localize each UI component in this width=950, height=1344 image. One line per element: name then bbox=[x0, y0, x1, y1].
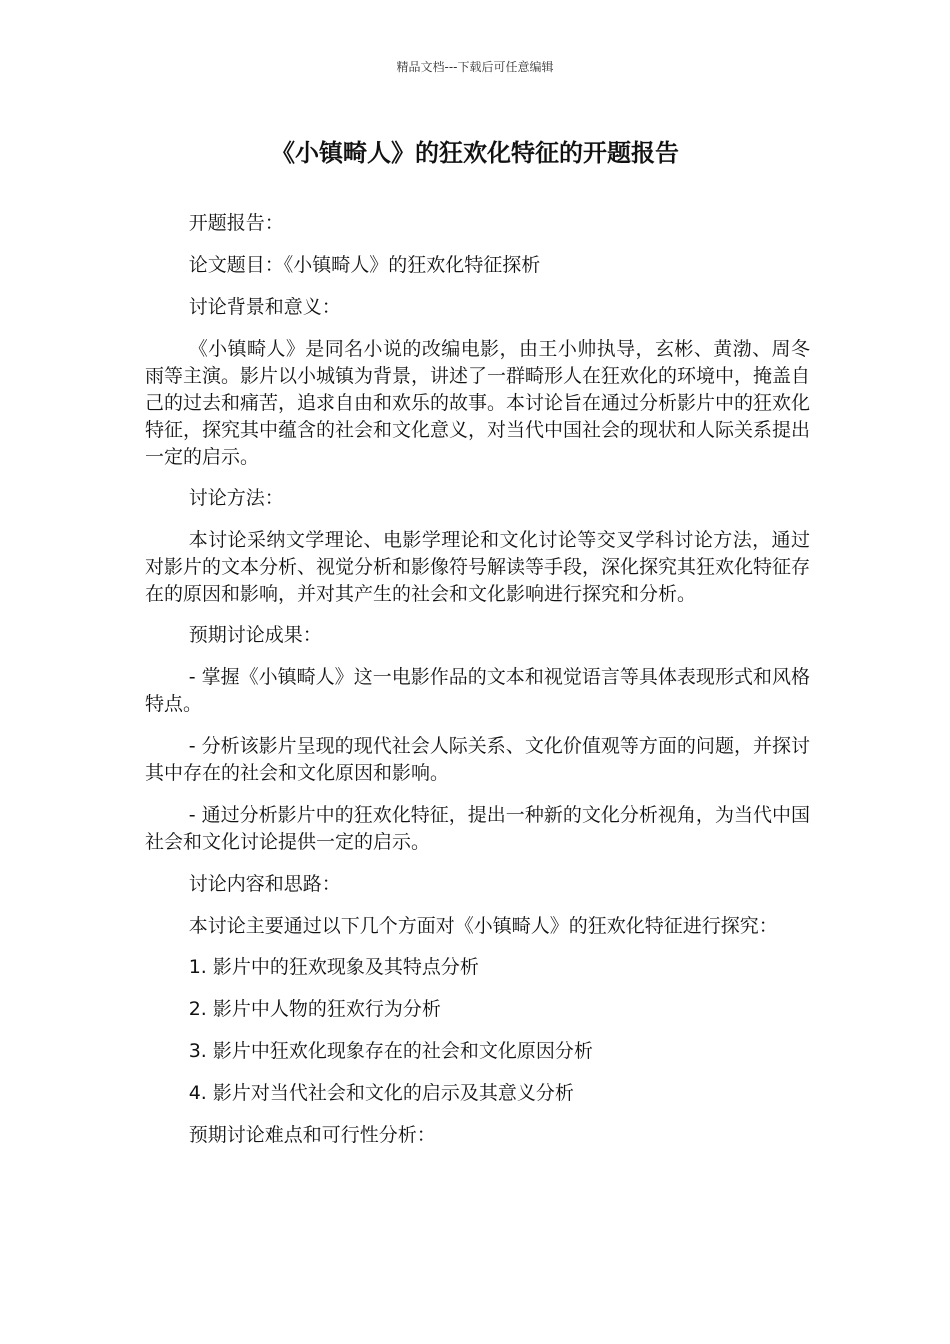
expected-result-item: - 通过分析影片中的狂欢化特征，提出一种新的文化分析视角，为当代中国社会和文化讨论提供一定的启示。 bbox=[145, 804, 810, 853]
section-label-background: 讨论背景和意义： bbox=[188, 296, 341, 318]
document-title: 《小镇畸人》的狂欢化特征的开题报告 bbox=[271, 139, 679, 167]
expected-result-item: - 掌握《小镇畸人》这一电影作品的文本和视觉语言等具体表现形式和风格特点。 bbox=[145, 666, 810, 715]
header-note: 精品文档---下载后可任意编辑 bbox=[396, 60, 554, 74]
section-label-difficulties: 预期讨论难点和可行性分析： bbox=[188, 1124, 436, 1146]
thesis-title-line: 论文题目：《小镇畸人》的狂欢化特征探析 bbox=[188, 254, 541, 276]
content-list-item: 3. 影片中狂欢化现象存在的社会和文化原因分析 bbox=[188, 1040, 593, 1062]
section-label-content: 讨论内容和思路： bbox=[188, 873, 341, 895]
content-intro-paragraph: 本讨论主要通过以下几个方面对《小镇畸人》的狂欢化特征进行探究： bbox=[188, 915, 778, 937]
content-list-item: 1. 影片中的狂欢现象及其特点分析 bbox=[188, 956, 479, 978]
content-list-item: 2. 影片中人物的狂欢行为分析 bbox=[188, 998, 441, 1020]
method-paragraph: 本讨论采纳文学理论、电影学理论和文化讨论等交叉学科讨论方法，通过对影片的文本分析、视觉分析和影像符号解读等手段，深化探究其狂欢化特征存在的原因和影响，并对其产生的社会和文化影响进行探究和分析。 bbox=[145, 529, 811, 605]
content-list-item: 4. 影片对当代社会和文化的启示及其意义分析 bbox=[188, 1082, 574, 1104]
document-body bbox=[145, 210, 810, 1164]
section-label-method: 讨论方法： bbox=[188, 487, 284, 509]
section-label-report: 开题报告： bbox=[188, 212, 284, 234]
section-label-expected-results: 预期讨论成果： bbox=[188, 624, 322, 646]
expected-result-item: - 分析该影片呈现的现代社会人际关系、文化价值观等方面的问题，并探讨其中存在的社会和文化原因和影响。 bbox=[145, 735, 810, 784]
background-paragraph: 《小镇畸人》是同名小说的改编电影，由王小帅执导，玄彬、黄渤、周冬雨等主演。影片以小城镇为背景，讲述了一群畸形人在狂欢化的环境中，掩盖自己的过去和痛苦，追求自由和欢乐的故事。本讨论旨在通过分析影片中的狂欢化特征，探究其中蕴含的社会和文化意义，对当代中国社会的现状和人际关系提出一定的启示。 bbox=[145, 338, 811, 468]
